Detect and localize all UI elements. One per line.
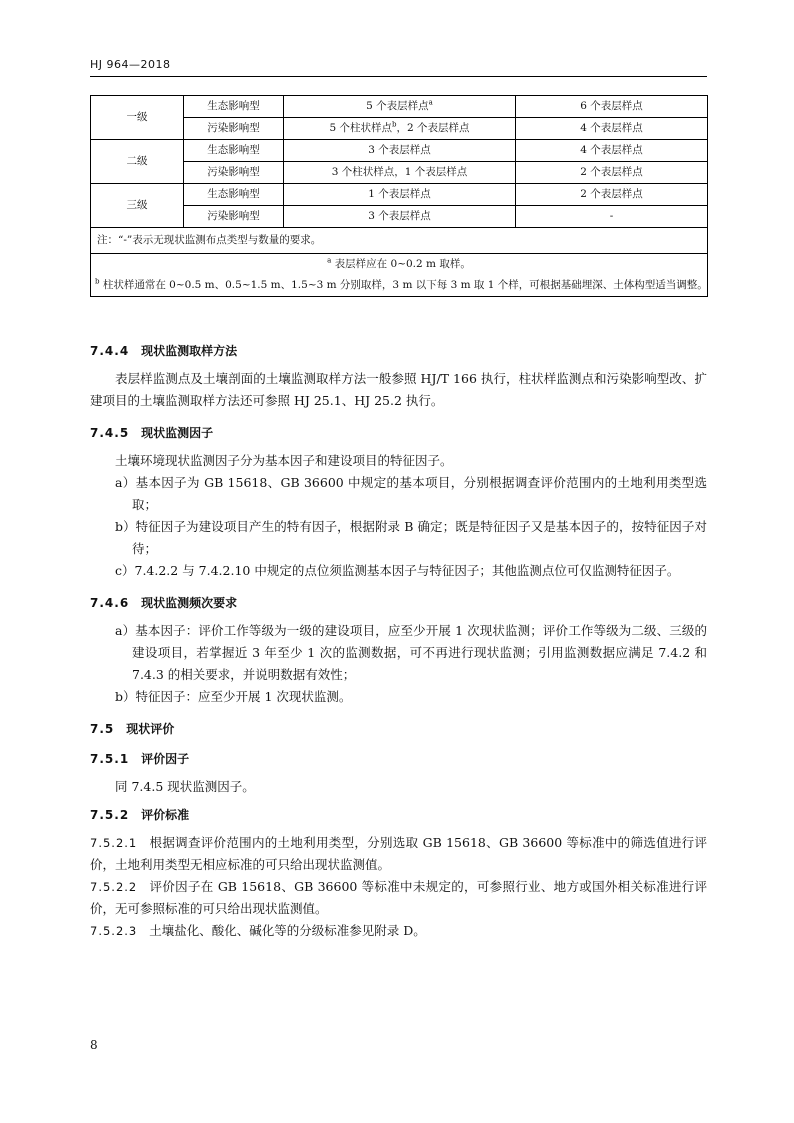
table-footnotes-row — [91, 254, 708, 297]
clause-7-5-2-3: 7.5.2.3 土壤盐化、酸化、碱化等的分级标准参见附录 D。 — [90, 923, 426, 938]
document-code: HJ 964—2018 — [90, 58, 171, 71]
clause-7-5-2-2: 7.5.2.2 评价因子在 GB 15618、GB 36600 等标准中未规定的，可参照行业、地方或国外相关标准进行评价，无可参照标准的可只给出现状监测值。 — [90, 879, 707, 916]
header-rule — [90, 76, 707, 77]
body-text — [90, 338, 707, 942]
points-cell: 4 个表层样点 — [516, 140, 708, 162]
grade-cell: 三级 — [91, 184, 184, 228]
points-cell: 3 个表层样点 — [284, 206, 516, 228]
paragraph: 土壤环境现状监测因子分为基本因子和建设项目的特征因子。 — [115, 453, 453, 468]
points-cell: 5 个柱状样点$^b$，2 个表层样点 — [284, 118, 516, 140]
table-row — [91, 206, 708, 228]
table-note: 注：“-”表示无现状监测布点类型与数量的要求。 — [91, 228, 708, 254]
table-row — [91, 184, 708, 206]
clause-7-5-2-1: 7.5.2.1 根据调查评价范围内的土地利用类型，分别选取 GB 15618、GB 36600 等标准中的筛选值进行评价，土地利用类型无相应标准的可只给出现状监测值。 — [90, 835, 707, 872]
type-cell: 污染影响型 — [184, 162, 284, 184]
section-heading-7-5-1: 7.5.1 评价因子 — [90, 752, 190, 766]
footnote-b: $^b$ 柱状样通常在 0~0.5 m、0.5~1.5 m、1.5~3 m 分别取样，3 m 以下每 3 m 取 1 个样，可根据基础埋深、土体构型适当调整。 — [95, 277, 708, 291]
section-heading-7-4-6: 7.4.6 现状监测频次要求 — [90, 596, 238, 610]
type-cell: 污染影响型 — [184, 206, 284, 228]
section-heading-7-5: 7.5 现状评价 — [90, 722, 175, 736]
points-cell: - — [516, 206, 708, 228]
list-item: b）特征因子：应至少开展 1 次现状监测。 — [115, 689, 352, 704]
points-cell: 1 个表层样点 — [284, 184, 516, 206]
points-cell: 2 个表层样点 — [516, 162, 708, 184]
table-row — [91, 118, 708, 140]
type-cell: 生态影响型 — [184, 140, 284, 162]
footnote-a: $^a$ 表层样应在 0~0.2 m 取样。 — [327, 256, 471, 270]
points-cell: 4 个表层样点 — [516, 118, 708, 140]
paragraph: 同 7.4.5 现状监测因子。 — [115, 779, 255, 794]
grade-cell: 一级 — [91, 96, 184, 140]
paragraph: 表层样监测点及土壤剖面的土壤监测取样方法一般参照 HJ/T 166 执行，柱状样监测点和污染影响型改、扩建项目的土壤监测取样方法还可参照 HJ 25.1、HJ 25.2 执行。 — [90, 371, 707, 408]
type-cell: 污染影响型 — [184, 118, 284, 140]
points-cell: 3 个表层样点 — [284, 140, 516, 162]
list-item: a）基本因子：评价工作等级为一级的建设项目，应至少开展 1 次现状监测；评价工作等级为二级、三级的建设项目，若掌握近 3 年至少 1 次的监测数据，可不再进行现状监测；引用监测数据应满足 7.4.2 和 7.4.3 的相关要求，并说明数据有效性； — [115, 623, 707, 682]
grade-cell: 二级 — [91, 140, 184, 184]
points-cell: 2 个表层样点 — [516, 184, 708, 206]
section-heading-7-4-4: 7.4.4 现状监测取样方法 — [90, 344, 238, 358]
table-row — [91, 162, 708, 184]
table-row — [91, 96, 708, 118]
table-footnotes — [91, 254, 708, 297]
type-cell: 生态影响型 — [184, 96, 284, 118]
page-number: 8 — [90, 1038, 98, 1052]
points-cell: 5 个表层样点$^a$ — [284, 96, 516, 118]
type-cell: 生态影响型 — [184, 184, 284, 206]
list-item: c）7.4.2.2 与 7.4.2.10 中规定的点位须监测基本因子与特征因子；其他监测点位可仅监测特征因子。 — [115, 563, 680, 578]
table-note-row — [91, 228, 708, 254]
monitoring-points-table — [90, 95, 708, 297]
list-item: b）特征因子为建设项目产生的特有因子，根据附录 B 确定；既是特征因子又是基本因子的，按特征因子对待； — [115, 519, 707, 556]
points-cell: 3 个柱状样点，1 个表层样点 — [284, 162, 516, 184]
table-row — [91, 140, 708, 162]
points-cell: 6 个表层样点 — [516, 96, 708, 118]
section-heading-7-5-2: 7.5.2 评价标准 — [90, 808, 190, 822]
section-heading-7-4-5: 7.4.5 现状监测因子 — [90, 426, 214, 440]
list-item: a）基本因子为 GB 15618、GB 36600 中规定的基本项目，分别根据调查评价范围内的土地利用类型选取； — [115, 475, 707, 512]
